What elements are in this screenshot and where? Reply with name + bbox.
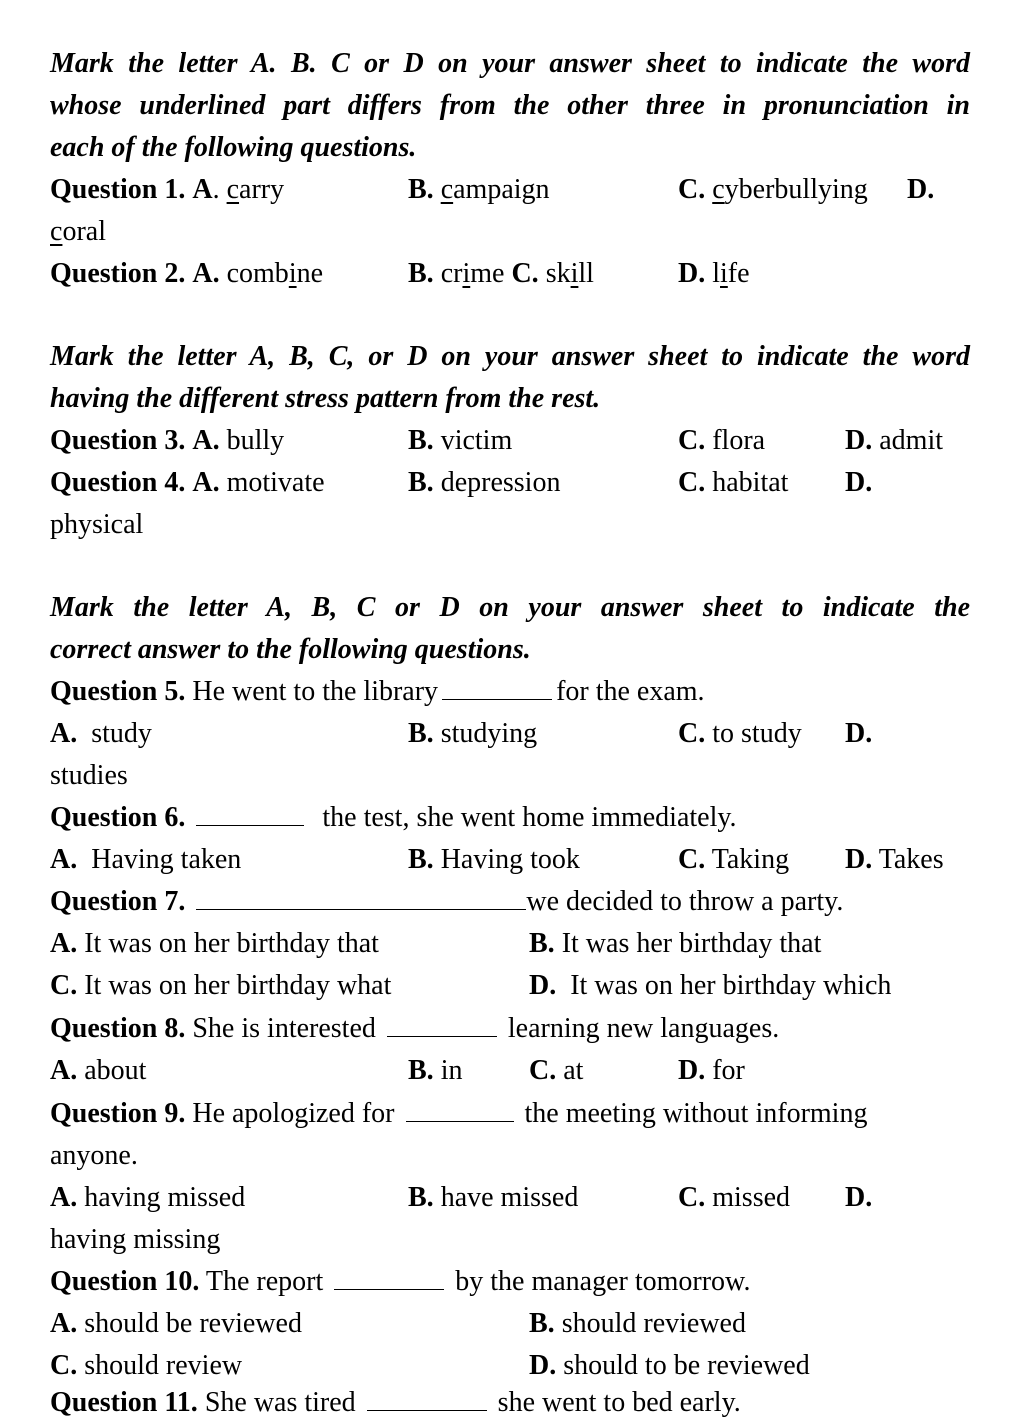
underlined-letter: c bbox=[440, 174, 454, 205]
question-7-option-b: B. It was her birthday that bbox=[529, 928, 822, 959]
section1-instruction-line3: each of the following questions. bbox=[50, 132, 417, 163]
question-9-option-b: B. have missed bbox=[408, 1182, 579, 1213]
question-10-option-d: D. should to be reviewed bbox=[529, 1350, 810, 1381]
question-label: Question 10. bbox=[50, 1266, 200, 1297]
question-4: Question 4. A. motivate bbox=[50, 467, 325, 498]
question-5-option-d-text: studies bbox=[50, 760, 128, 791]
question-10-option-c: C. should review bbox=[50, 1350, 243, 1381]
section3-instruction-line1: Mark the letter A, B, C or D on your answer sheet to indicate the bbox=[50, 592, 970, 623]
question-10-option-a: A. should be reviewed bbox=[50, 1308, 302, 1339]
question-label: Question 2. bbox=[50, 258, 186, 289]
question-4-option-b: B. depression bbox=[408, 467, 561, 498]
question-9-option-c: C. missed bbox=[678, 1182, 791, 1213]
answer-blank bbox=[387, 1008, 497, 1037]
question-3-option-c: C. flora bbox=[678, 425, 766, 456]
option-a-letter: A bbox=[192, 174, 213, 205]
question-6-option-d: D. Takes bbox=[845, 844, 944, 875]
question-8-option-a: A. about bbox=[50, 1055, 147, 1086]
section1-instruction-line2: whose underlined part differs from the other three in pronunciation in bbox=[50, 90, 970, 121]
question-8-option-c: C. at bbox=[529, 1055, 584, 1086]
question-6-option-a: A. Having taken bbox=[50, 844, 242, 875]
underlined-letter: c bbox=[50, 216, 63, 247]
question-1-option-b: B. campaign bbox=[408, 174, 550, 205]
question-2-option-d: D. life bbox=[678, 258, 750, 289]
answer-blank bbox=[442, 671, 552, 700]
answer-blank bbox=[334, 1261, 444, 1290]
question-5-option-c: C. to study bbox=[678, 718, 802, 749]
question-1-option-d-letter: D. bbox=[907, 174, 935, 205]
answer-blank bbox=[406, 1093, 514, 1122]
answer-blank bbox=[196, 797, 304, 826]
question-3-option-d: D. admit bbox=[845, 425, 943, 456]
section2-instruction-line1: Mark the letter A, B, C, or D on your answer sheet to indicate the word bbox=[50, 341, 970, 372]
section2-instruction-line2: having the different stress pattern from the rest. bbox=[50, 383, 601, 414]
question-2: Question 2. A. combine bbox=[50, 258, 324, 289]
question-label: Question 11. bbox=[50, 1387, 198, 1418]
underlined-letter: i bbox=[720, 258, 728, 289]
underlined-letter: c bbox=[712, 174, 725, 205]
question-9-option-a: A. having missed bbox=[50, 1182, 246, 1213]
question-7-option-a: A. It was on her birthday that bbox=[50, 928, 379, 959]
question-6-option-c: C. Taking bbox=[678, 844, 790, 875]
question-1-option-d-text: coral bbox=[50, 216, 106, 247]
question-7-option-c: C. It was on her birthday what bbox=[50, 970, 392, 1001]
question-label: Question 7. bbox=[50, 886, 186, 917]
question-8-option-d: D. for bbox=[678, 1055, 745, 1086]
question-4-option-c: C. habitat bbox=[678, 467, 789, 498]
question-8-stem: Question 8. She is interested learning new languages. bbox=[50, 1008, 779, 1050]
question-1-option-c: C. cyberbullying bbox=[678, 174, 868, 205]
underlined-letter: i bbox=[288, 258, 297, 289]
question-label: Question 3. bbox=[50, 425, 186, 456]
question-7-option-d: D. It was on her birthday which bbox=[529, 970, 892, 1001]
question-8-option-b: B. in bbox=[408, 1055, 463, 1086]
question-6-option-b: B. Having took bbox=[408, 844, 580, 875]
question-6-stem: Question 6. the test, she went home immediately. bbox=[50, 797, 737, 839]
question-5-stem: Question 5. He went to the library for the exam. bbox=[50, 671, 705, 713]
question-3-option-b: B. victim bbox=[408, 425, 513, 456]
answer-blank bbox=[196, 881, 526, 910]
question-5-option-d-letter: D. bbox=[845, 718, 873, 749]
question-9-stem: Question 9. He apologized for the meeting without informing bbox=[50, 1093, 965, 1135]
question-4-option-d-letter: D. bbox=[845, 467, 873, 498]
underlined-letter: i bbox=[570, 258, 579, 289]
question-10-option-b: B. should reviewed bbox=[529, 1308, 746, 1339]
question-4-option-d-text: physical bbox=[50, 509, 144, 540]
underlined-letter: c bbox=[226, 174, 240, 205]
question-label: Question 5. bbox=[50, 676, 186, 707]
section1-instruction-line1: Mark the letter A. B. C or D on your answer sheet to indicate the word bbox=[50, 48, 970, 79]
answer-blank bbox=[367, 1382, 487, 1411]
question-9-option-d-letter: D. bbox=[845, 1182, 873, 1213]
question-label: Question 8. bbox=[50, 1013, 186, 1044]
question-label: Question 9. bbox=[50, 1098, 186, 1129]
question-10-stem: Question 10. The report by the manager tomorrow. bbox=[50, 1261, 750, 1303]
question-1: Question 1. A. carry bbox=[50, 174, 285, 205]
question-9-option-d-text: having missing bbox=[50, 1224, 221, 1255]
question-5-option-b: B. studying bbox=[408, 718, 538, 749]
question-3: Question 3. A. bully bbox=[50, 425, 285, 456]
question-label: Question 6. bbox=[50, 802, 186, 833]
question-label: Question 1. bbox=[50, 174, 186, 205]
option-a-text: arry bbox=[239, 174, 285, 205]
underlined-letter: i bbox=[462, 258, 471, 289]
section3-instruction-line2: correct answer to the following questions. bbox=[50, 634, 531, 665]
question-label: Question 4. bbox=[50, 467, 186, 498]
question-2-option-b-c: B. crime C. skill bbox=[408, 258, 594, 289]
question-7-stem: Question 7. we decided to throw a party. bbox=[50, 881, 843, 923]
question-5-option-a: A. study bbox=[50, 718, 152, 749]
question-9-stem-cont: anyone. bbox=[50, 1140, 138, 1171]
question-11-stem: Question 11. She was tired she went to bed early. bbox=[50, 1382, 741, 1424]
